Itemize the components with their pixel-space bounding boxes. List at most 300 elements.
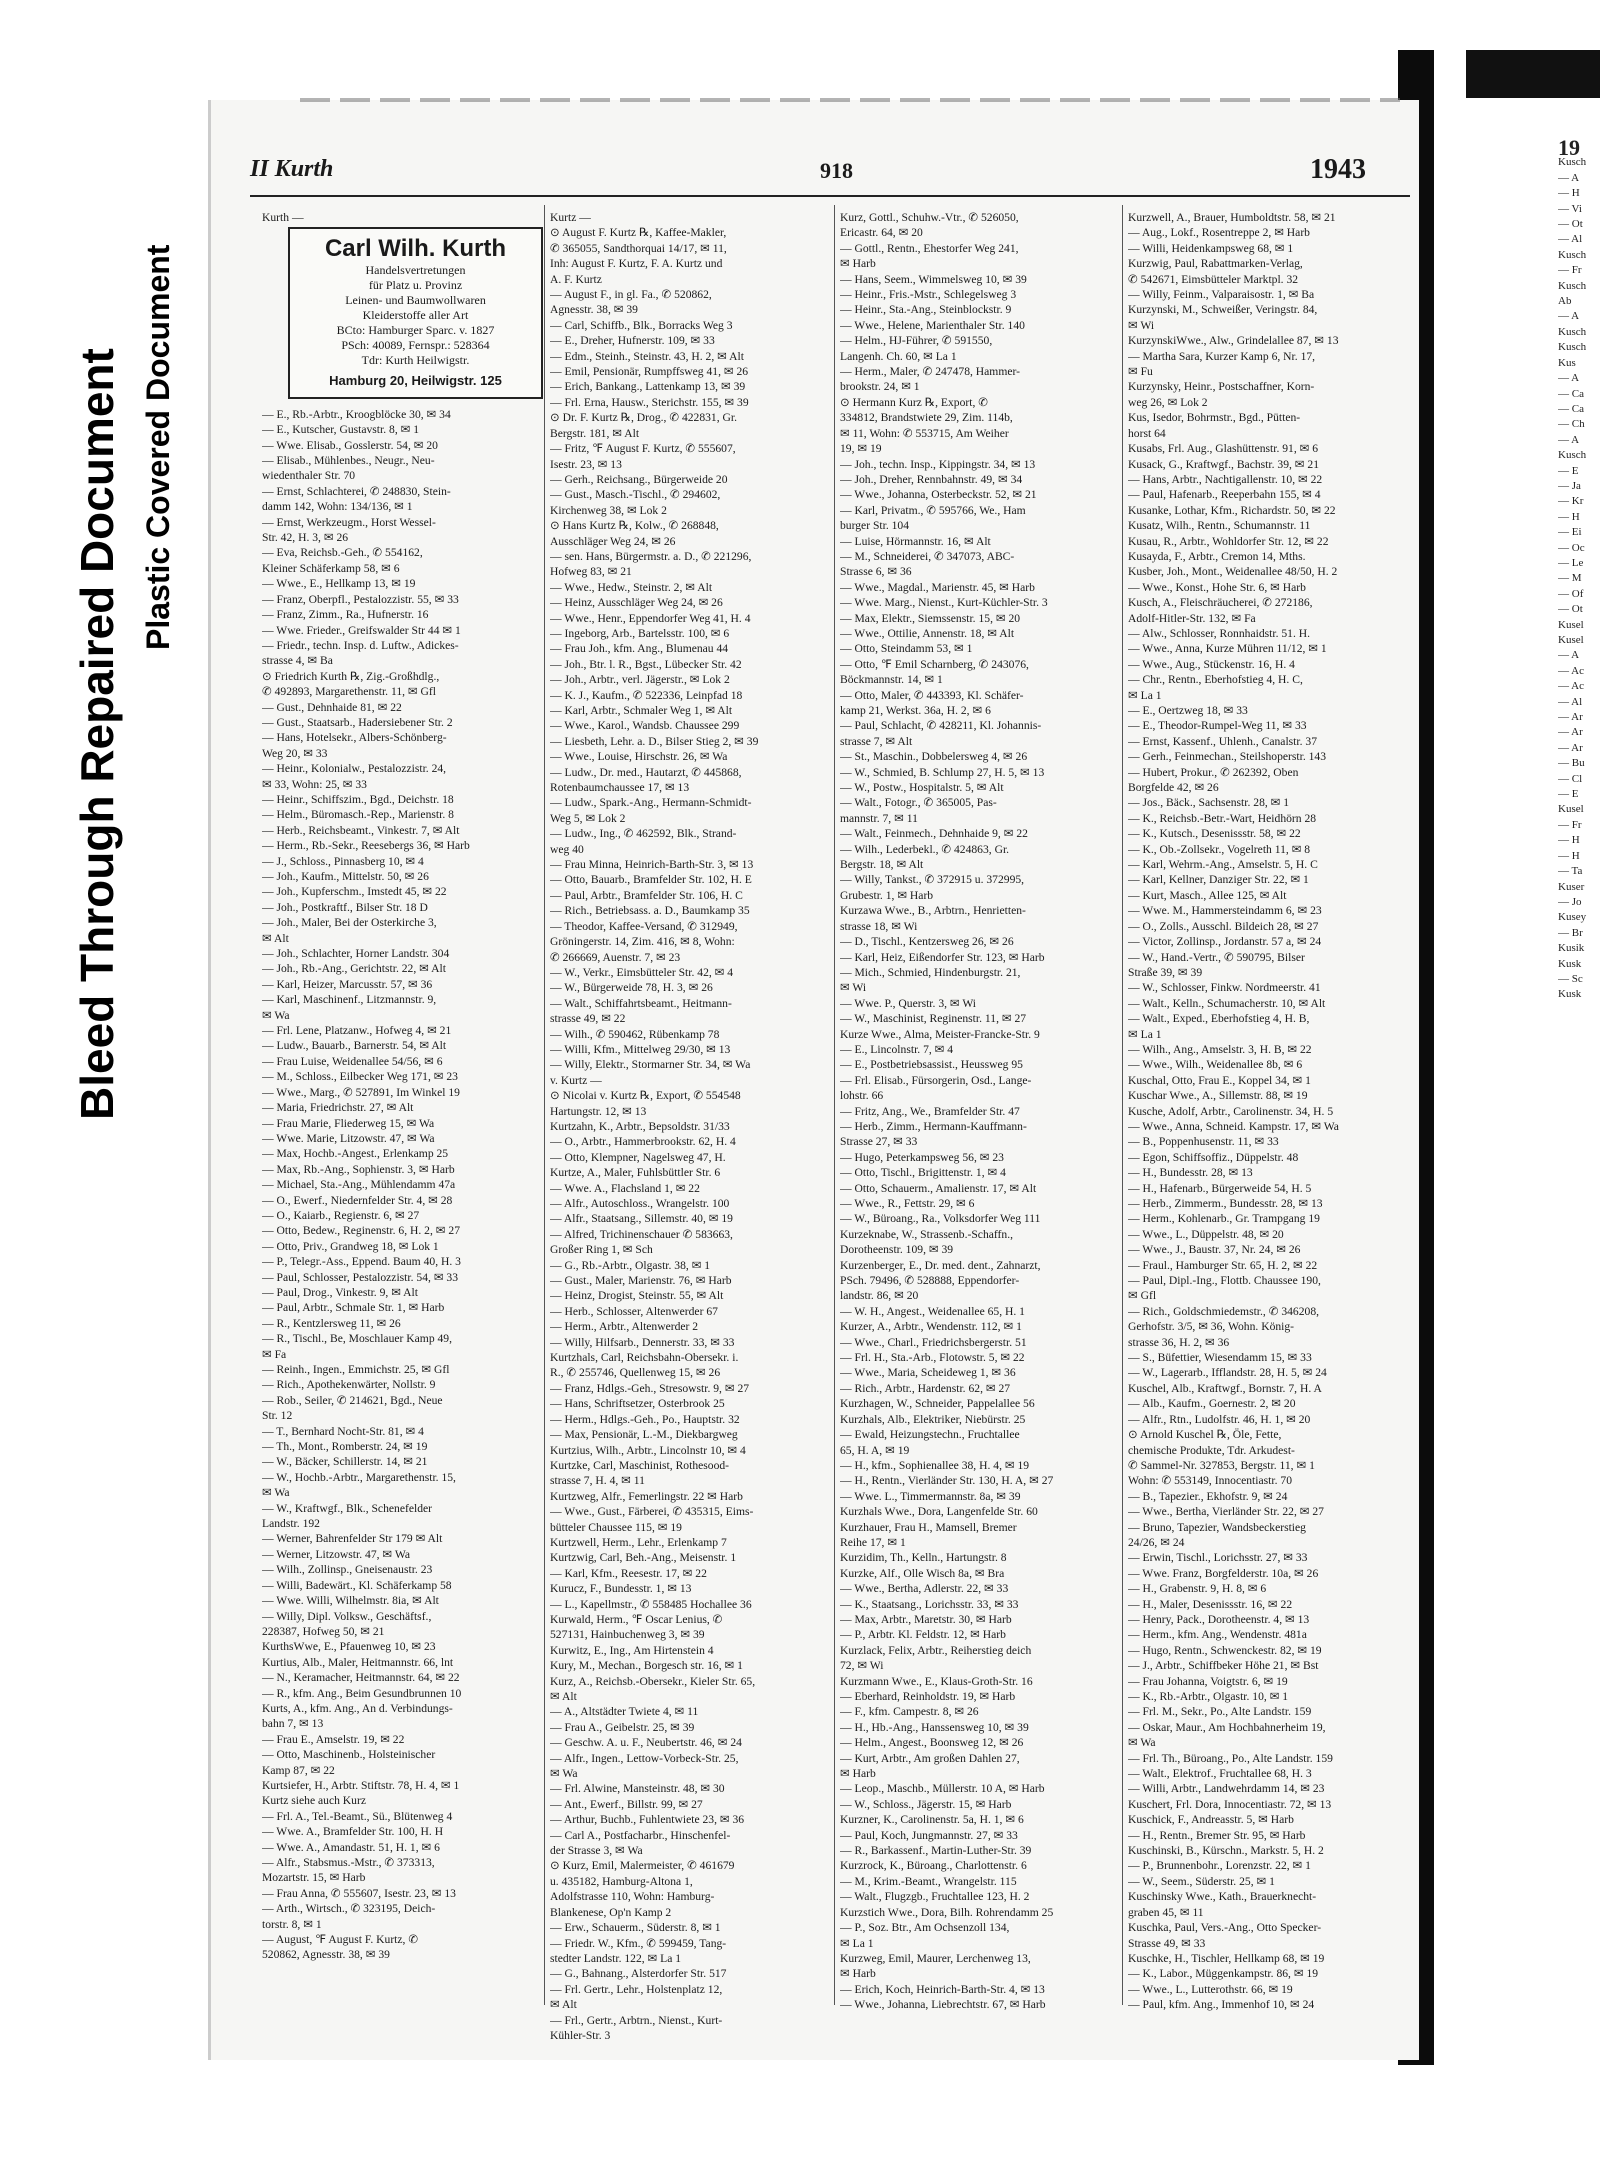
directory-entry-line: — E., Oertzweg 18, ✉ 33: [1128, 704, 1248, 717]
directory-entry-line: — Hugo, Rentn., Schwenckestr. 82, ✉ 19: [1128, 1643, 1322, 1657]
directory-entry-line: — Le: [1558, 556, 1584, 569]
ad-line: für Platz u. Provinz: [368, 278, 463, 293]
directory-entry-line: Kurz, Gottl., Schuhw.-Vtr., ✆ 526050,: [840, 211, 1019, 224]
directory-entry-line: Rotenbaumchaussee 17, ✉ 13: [550, 781, 690, 795]
directory-entry-line: — Egon, Schiffsoffiz., Düppelstr. 48: [1128, 1150, 1299, 1164]
directory-entry-line: Wohn: ✆ 553149, Innocentiastr. 70: [1128, 1474, 1292, 1488]
directory-entry-line: — Edm., Steinh., Steinstr. 43, H. 2, ✉ Alt: [550, 349, 744, 363]
directory-entry-line: — Otto, Tischl., Brigittenstr. 1, ✉ 4: [840, 1166, 1006, 1180]
directory-entry-line: torstr. 8, ✉ 1: [262, 1917, 322, 1931]
directory-entry-line: — Frl., Gertr., Arbtrn., Nienst., Kurt-: [550, 2013, 723, 2027]
directory-entry-line: — W., Verkr., Eimsbütteler Str. 42, ✉ 4: [550, 965, 734, 979]
directory-entry-line: PSch. 79496, ✆ 528888, Eppendorfer-: [840, 1274, 1020, 1288]
directory-entry-line: — Herm., Hdlgs.-Geh., Po., Hauptstr. 32: [550, 1412, 740, 1426]
directory-entry-line: — Otto, Maler, ✆ 443393, Kl. Schäfer-: [840, 688, 1024, 702]
directory-entry-line: — Franz, Zimm., Ra., Hufnerstr. 16: [262, 608, 429, 622]
directory-entry-line: bahn 7, ✉ 13: [262, 1717, 324, 1731]
directory-entry-line: — Ot: [1558, 218, 1583, 231]
directory-entry-line: — Friedr. W., Kfm., ✆ 599459, Tang-: [550, 1936, 727, 1950]
directory-entry-line: Kurtzhals, Carl, Reichsbahn-Obersekr. i.: [550, 1351, 739, 1365]
directory-entry-line: Ericastr. 64, ✉ 20: [840, 226, 923, 240]
directory-entry-line: Kurwitz, E., Ing., Am Hirtenstein 4: [550, 1643, 714, 1657]
directory-entry-line: KurzynskiWwe., Alw., Grindelallee 87, ✉ 13: [1128, 334, 1339, 348]
directory-entry-line: — W., Seem., Süderstr. 25, ✉ 1: [1128, 1874, 1275, 1888]
directory-entry-line: Kurzynsky, Heinr., Postschaffner, Korn-: [1128, 380, 1315, 394]
directory-entry-line: — Karl, Heizer, Marcusstr. 57, ✉ 36: [262, 977, 433, 991]
directory-entry-line: — Herm., Arbtr., Altenwerder 2: [550, 1320, 699, 1334]
directory-entry-line: — R., kfm. Ang., Beim Gesundbrunnen 10: [262, 1686, 462, 1700]
column-head: Kurth —: [262, 211, 304, 224]
directory-entry-line: strasse 7, ✉ Alt: [840, 734, 913, 748]
directory-entry-line: — Alw., Schlosser, Ronnhaidstr. 51. H.: [1128, 626, 1311, 640]
directory-entry-line: — K., Ob.-Zollsekr., Vogelreth 11, ✉ 8: [1128, 842, 1311, 856]
directory-entry-line: 334812, Brandstwiete 29, Zim. 114b,: [840, 411, 1013, 425]
directory-entry-line: — H., Rentn., Vierländer Str. 130, H. A, ✉ 27: [840, 1474, 1054, 1488]
directory-entry-line: Kuschar Wwe., A., Sillemstr. 88, ✉ 19: [1128, 1089, 1308, 1103]
entry-list: [262, 407, 547, 1963]
directory-entry-line: — Eva, Reichsb.-Geh., ✆ 554162,: [262, 546, 423, 560]
directory-entry-line: — Heinr., Sta.-Ang., Steinblockstr. 9: [840, 303, 1012, 317]
directory-entry-line: — Helm., Büromasch.-Rep., Marienstr. 8: [262, 808, 454, 822]
directory-entry-line: — Liesbeth, Lehr. a. D., Bilser Stieg 2, ✉ 39: [550, 734, 759, 748]
directory-entry-line: — K., Labor., Müggenkampstr. 86, ✉ 19: [1128, 1967, 1319, 1981]
directory-entry-line: — Wwe. A., Flachsland 1, ✉ 22: [550, 1181, 700, 1195]
directory-entry-line: — Martha Sara, Kurzer Kamp 6, Nr. 17,: [1128, 349, 1316, 363]
directory-entry-line: — Joh., Dreher, Rennbahnstr. 49, ✉ 34: [840, 472, 1023, 486]
directory-entry-line: — Friedr., techn. Insp. d. Luftw., Adickes-: [262, 638, 459, 652]
directory-entry-line: Kuschel, Alb., Kraftwgf., Bornstr. 7, H. A: [1128, 1381, 1322, 1395]
directory-entry-line: — Ac: [1558, 680, 1584, 693]
directory-entry-line: Agnesstr. 38, ✉ 39: [550, 303, 638, 317]
directory-entry-line: — Paul, Arbtr., Schmale Str. 1, ✉ Harb: [262, 1301, 445, 1315]
directory-entry-line: — Otto, Bedew., Reginenstr. 6, H. 2, ✉ 27: [262, 1224, 460, 1238]
directory-entry-line: — Otto, Maschinenb., Holsteinischer: [262, 1748, 436, 1762]
directory-entry-line: — H., Hafenarb., Bürgerweide 54, H. 5: [1128, 1181, 1312, 1195]
directory-entry-line: — Walt., Kelln., Schumacherstr. 10, ✉ Alt: [1128, 996, 1326, 1010]
directory-entry-line: bütteler Chaussee 115, ✉ 19: [550, 1520, 682, 1534]
directory-entry-line: — Ant., Ewerf., Billstr. 99, ✉ 27: [550, 1797, 703, 1811]
directory-entry-line: — E., Dreher, Hufnerstr. 109, ✉ 33: [550, 334, 715, 348]
directory-entry-line: — Alb., Kaufm., Goernestr. 2, ✉ 20: [1128, 1397, 1296, 1411]
directory-entry-line: Kusch: [1558, 156, 1587, 169]
directory-entry-line: — J., Schloss., Pinnasberg 10, ✉ 4: [262, 854, 424, 868]
directory-entry-line: — Wwe., Anna, Schneid. Kampstr. 17, ✉ Wa: [1128, 1119, 1339, 1133]
directory-entry-line: Kuschinsky Wwe., Kath., Brauerknecht-: [1128, 1890, 1317, 1904]
directory-entry-line: — Wilh., ✆ 590462, Rübenkamp 78: [550, 1027, 720, 1041]
directory-entry-line: — Herm., Rb.-Sekr., Reesebergs 36, ✉ Harb: [262, 839, 470, 853]
directory-entry-line: — Alfr., Rtn., Ludolfstr. 46, H. 1, ✉ 20: [1128, 1412, 1311, 1426]
directory-entry-line: burger Str. 104: [840, 519, 910, 533]
directory-entry-line: — Frau E., Amselstr. 19, ✉ 22: [262, 1732, 405, 1746]
directory-entry-line: — P., Soz. Btr., Am Ochsenzoll 134,: [840, 1921, 1010, 1935]
directory-entry-line: Weg 20, ✉ 33: [262, 746, 328, 760]
directory-entry-line: — Willy, Hilfsarb., Dennerstr. 33, ✉ 33: [550, 1335, 735, 1349]
directory-entry-line: — Erich, Koch, Heinrich-Barth-Str. 4, ✉ 13: [840, 1982, 1045, 1996]
directory-entry-line: — Frau Marie, Fliederweg 15, ✉ Wa: [262, 1116, 435, 1130]
directory-entry-line: — Joh., Btr. l. R., Bgst., Lübecker Str. 42: [550, 657, 742, 671]
directory-entry-line: — Ta: [1558, 865, 1583, 878]
directory-entry-line: — Joh., Arbtr., verl. Jägerstr., ✉ Lok 2: [550, 673, 730, 687]
directory-entry-line: — O., Kaiarb., Regienstr. 6, ✉ 27: [262, 1208, 420, 1222]
directory-entry-line: — W., Kraftwgf., Blk., Schenefelder: [262, 1501, 432, 1515]
directory-entry-line: Kurzstich Wwe., Dora, Bilh. Rohrendamm 25: [840, 1905, 1054, 1919]
directory-entry-line: — Joh., Maler, Bei der Osterkirche 3,: [262, 916, 437, 930]
directory-entry-line: — Alfred, Trichinenschauer ✆ 583663,: [550, 1227, 733, 1241]
directory-entry-line: — Wwe., E., Hellkamp 13, ✉ 19: [262, 577, 416, 591]
directory-entry-line: — Wwe. Franz, Borgfelderstr. 10a, ✉ 26: [1128, 1566, 1319, 1580]
directory-entry-line: — Aug., Lokf., Rosentreppe 2, ✉ Harb: [1128, 226, 1310, 240]
directory-entry-line: Kusch: [1558, 279, 1587, 292]
directory-entry-line: Kusau, R., Arbtr., Wohldorfer Str. 12, ✉ 22: [1128, 534, 1329, 548]
directory-entry-line: — O., Zolls., Ausschl. Bildeich 28, ✉ 27: [1128, 919, 1319, 933]
directory-entry-line: — Wwe. Marie, Litzowstr. 47, ✉ Wa: [262, 1131, 435, 1145]
directory-entry-line: — R., Tischl., Be, Moschlauer Kamp 49,: [262, 1332, 453, 1346]
directory-entry-line: ✉ Wa: [550, 1767, 578, 1781]
directory-entry-line: Kurtzke, Carl, Maschinist, Rothesood-: [550, 1458, 730, 1472]
directory-entry-line: Blankenese, Op'n Kamp 2: [550, 1905, 672, 1919]
directory-entry-line: Kurzawa Wwe., B., Arbtrn., Henrietten-: [840, 904, 1026, 918]
directory-entry-line: — Gust., Staatsarb., Hadersiebener Str. 2: [262, 715, 453, 729]
directory-entry-line: — W., Postw., Hospitalstr. 5, ✉ Alt: [840, 781, 1004, 795]
directory-entry-line: Kleiner Schäferkamp 58, ✉ 6: [262, 561, 400, 575]
bleed-through-label: Bleed Through Repaired Document: [71, 348, 123, 1120]
directory-entry-line: Dorotheenstr. 109, ✉ 39: [840, 1243, 954, 1257]
directory-entry-line: — W., Büroang., Ra., Volksdorfer Weg 111: [840, 1212, 1041, 1226]
column-1: [262, 210, 547, 1963]
directory-entry-line: — Franz, Oberpfl., Pestalozzistr. 55, ✉ 33: [262, 592, 459, 606]
directory-entry-line: — Fr: [1558, 264, 1582, 277]
directory-entry-line: — Alfr., Autoschloss., Wrangelstr. 100: [550, 1197, 730, 1210]
directory-entry-line: — Herb., Zimmerm., Bundesstr. 28, ✉ 13: [1128, 1197, 1323, 1210]
directory-entry-line: — A: [1558, 310, 1580, 323]
directory-entry-line: — W., Lagerarb., Ifflandstr. 28, H. 5, ✉ 24: [1128, 1366, 1327, 1380]
directory-entry-line: — Wwe. Frieder., Greifswalder Str 44 ✉ 1: [262, 623, 461, 637]
directory-entry-line: — Geschw. A. u. F., Neubertstr. 46, ✉ 24: [550, 1736, 742, 1750]
directory-entry-line: ✉ Alt: [550, 1998, 577, 2012]
directory-entry-line: — Rich., Betriebsass. a. D., Baumkamp 35: [550, 904, 750, 918]
directory-entry-line: — Willy, Dipl. Volksw., Geschäftsf.,: [262, 1609, 432, 1623]
directory-entry-line: — K., Rb.-Arbtr., Olgastr. 10, ✉ 1: [1128, 1690, 1289, 1703]
directory-entry-line: — Wwe., Henr., Eppendorfer Weg 41, H. 4: [550, 611, 751, 625]
directory-entry-line: — Herm., Maler, ✆ 247478, Hammer-: [840, 365, 1020, 379]
directory-entry-line: Kamp 87, ✉ 22: [262, 1763, 335, 1777]
directory-entry-line: — H: [1558, 187, 1580, 200]
directory-entry-line: — Gust., Dehnhaide 81, ✉ 22: [262, 700, 402, 714]
directory-entry-line: — Helm., Angest., Boonsweg 12, ✉ 26: [840, 1736, 1024, 1750]
year-label: 1943: [1310, 154, 1366, 185]
directory-entry-line: Großer Ring 1, ✉ Sch: [550, 1243, 653, 1257]
directory-entry-line: Kurwald, Herm., ℉ Oscar Lenius, ✆: [550, 1612, 723, 1626]
directory-entry-line: — H., kfm., Sophienallee 38, H. 4, ✉ 19: [840, 1458, 1030, 1472]
directory-entry-line: — Theodor, Kaffee-Versand, ✆ 312949,: [550, 919, 738, 933]
directory-entry-line: — Eberhard, Reinholdstr. 19, ✉ Harb: [840, 1690, 1016, 1703]
directory-entry-line: — M., Schloss., Eilbecker Weg 171, ✉ 23: [262, 1070, 458, 1084]
directory-entry-line: Straße 39, ✉ 39: [1128, 965, 1203, 979]
ad-line: BCto: Hamburger Sparc. v. 1827: [336, 323, 495, 338]
directory-entry-line: — Oc: [1558, 541, 1585, 554]
directory-entry-line: — Wwe. M., Hammersteindamm 6, ✉ 23: [1128, 904, 1322, 918]
directory-entry-line: — Bruno, Tapezier, Wandsbeckerstieg: [1128, 1520, 1306, 1534]
directory-entry-line: — K., Kutsch., Desenissstr. 58, ✉ 22: [1128, 827, 1301, 841]
directory-entry-line: — Otto, Priv., Grandweg 18, ✉ Lok 1: [262, 1239, 439, 1253]
directory-entry-line: strasse 36, H. 2, ✉ 36: [1128, 1335, 1230, 1349]
directory-entry-line: — Otto, Steindamm 53, ✉ 1: [840, 642, 973, 656]
directory-entry-line: mannstr. 7, ✉ 11: [840, 811, 918, 825]
directory-entry-line: ✉ Harb: [840, 1767, 876, 1781]
directory-entry-line: Kusch: [1558, 325, 1587, 338]
directory-entry-line: Kurzrock, K., Büroang., Charlottenstr. 6: [840, 1859, 1027, 1873]
directory-entry-line: Kurzweg, Emil, Maurer, Lerchenweg 13,: [840, 1951, 1031, 1965]
directory-entry-line: — W., Bäcker, Schillerstr. 14, ✉ 21: [262, 1455, 428, 1469]
directory-entry-line: — Frau Luise, Weidenallee 54/56, ✉ 6: [262, 1054, 443, 1068]
directory-entry-line: ⊙ Friedrich Kurth ℞, Zig.-Großhdlg.,: [262, 669, 440, 683]
directory-entry-line: 19, ✉ 19: [840, 442, 882, 456]
directory-entry-line: — Werner, Bahrenfelder Str 179 ✉ Alt: [262, 1532, 443, 1546]
directory-entry-line: — Wwe. A., Amandastr. 51, H. 1, ✉ 6: [262, 1840, 440, 1854]
directory-entry-line: — Heinz, Drogist, Steinstr. 55, ✉ Alt: [550, 1289, 724, 1303]
directory-entry-line: — Paul, Hafenarb., Reeperbahn 155, ✉ 4: [1128, 488, 1321, 502]
directory-entry-line: ✉ Fu: [1128, 365, 1153, 379]
directory-entry-line: Kurzidim, Th., Kelln., Hartungstr. 8: [840, 1551, 1007, 1565]
directory-entry-line: Kusch: [1558, 449, 1587, 462]
directory-entry-line: Kuschal, Otto, Frau E., Koppel 34, ✉ 1: [1128, 1073, 1311, 1087]
page-header: [250, 150, 1410, 190]
directory-entry-line: — Herm., Kohlenarb., Gr. Trampgang 19: [1128, 1212, 1320, 1226]
directory-entry-line: — Frau Johanna, Voigtstr. 6, ✉ 19: [1128, 1674, 1288, 1688]
directory-entry-line: — H., Bundesstr. 28, ✉ 13: [1128, 1166, 1253, 1180]
directory-entry-line: kamp 21, Werkst. 36a, H. 2, ✉ 6: [840, 704, 991, 717]
directory-entry-line: — Otto, Klempner, Nagelsweg 47, H.: [550, 1150, 726, 1164]
directory-entry-line: — P., Telegr.-Ass., Eppend. Baum 40, H. 3: [262, 1255, 461, 1269]
directory-entry-line: weg 40: [550, 842, 584, 856]
directory-entry-line: — Wwe., L., Düppelstr. 48, ✉ 20: [1128, 1227, 1284, 1241]
directory-entry-line: Kuschinski, B., Kürschn., Markstr. 5, H. 2: [1128, 1844, 1324, 1858]
directory-entry-line: 520862, Agnesstr. 38, ✉ 39: [262, 1948, 390, 1962]
directory-entry-line: — Kurt, Arbtr., Am großen Dahlen 27,: [840, 1751, 1020, 1765]
directory-entry-line: — Br: [1558, 926, 1583, 939]
directory-entry-line: horst 64: [1128, 426, 1166, 440]
directory-entry-line: — G., Rb.-Arbtr., Olgastr. 38, ✉ 1: [550, 1258, 711, 1272]
directory-entry-line: ✆ Sammel-Nr. 327853, Bergstr. 11, ✉ 1: [1128, 1458, 1315, 1472]
directory-entry-line: strasse 4, ✉ Ba: [262, 654, 333, 668]
directory-entry-line: — Ludw., Spark.-Ang., Hermann-Schmidt-: [550, 796, 752, 810]
directory-entry-line: Kurts, A., kfm. Ang., An d. Verbindungs-: [262, 1701, 453, 1715]
directory-entry-line: Kurzeknabe, W., Strassenb.-Schaffn.,: [840, 1227, 1014, 1241]
directory-entry-line: Kurzer, A., Arbtr., Wendenstr. 112, ✉ 1: [840, 1320, 1022, 1334]
directory-entry-line: — Joh., Rb.-Ang., Gerichtstr. 22, ✉ Alt: [262, 962, 446, 976]
scan-corner-shadow: [1466, 50, 1600, 98]
directory-entry-line: — S., Büfettier, Wiesendamm 15, ✉ 33: [1128, 1351, 1312, 1365]
directory-entry-line: — A., Altstädter Twiete 4, ✉ 11: [550, 1705, 699, 1719]
directory-entry-line: — Erich, Bankang., Lattenkamp 13, ✉ 39: [550, 380, 746, 394]
directory-entry-line: Kusber, Joh., Mont., Weidenallee 48/50, H. 2: [1128, 565, 1338, 579]
directory-entry-line: — Hubert, Prokur., ✆ 262392, Oben: [1128, 765, 1299, 779]
directory-entry-line: Adolfstrasse 110, Wohn: Hamburg-: [550, 1890, 715, 1904]
directory-entry-line: — Karl, Arbtr., Schmaler Weg 1, ✉ Alt: [550, 704, 733, 717]
directory-entry-line: Kurzke, Alf., Olle Wisch 8a, ✉ Bra: [840, 1566, 1005, 1580]
directory-entry-line: — Ei: [1558, 526, 1582, 539]
directory-entry-line: — Wwe., R., Fettstr. 29, ✉ 6: [840, 1197, 975, 1210]
directory-entry-line: — Ca: [1558, 387, 1584, 400]
scan-top-margin: [0, 0, 1600, 46]
directory-entry-line: KurthsWwe, E., Pfauenweg 10, ✉ 23: [262, 1640, 436, 1654]
directory-entry-line: damm 142, Wohn: 134/136, ✉ 1: [262, 500, 413, 514]
header-rule: [250, 195, 1410, 197]
directory-entry-line: — Frl. M., Sekr., Po., Alte Landstr. 159: [1128, 1705, 1312, 1719]
directory-entry-line: ✉ Wa: [262, 1486, 290, 1500]
directory-entry-line: Kusey: [1558, 911, 1587, 924]
directory-entry-line: — H., Maler, Desenissstr. 16, ✉ 22: [1128, 1597, 1293, 1611]
directory-entry-line: — Sc: [1558, 972, 1583, 985]
directory-entry-line: — Ja: [1558, 479, 1581, 492]
directory-entry-line: ⊙ Kurz, Emil, Malermeister, ✆ 461679: [550, 1859, 735, 1873]
directory-entry-line: Strasse 6, ✉ 36: [840, 565, 912, 579]
directory-entry-line: — Jo: [1558, 895, 1582, 908]
directory-entry-line: Adolf-Hitler-Str. 132, ✉ Fa: [1128, 611, 1256, 625]
directory-entry-line: — Wwe. Marg., Nienst., Kurt-Küchler-Str. 3: [840, 596, 1048, 610]
directory-entry-line: — W. H., Angest., Weidenallee 65, H. 1: [840, 1304, 1025, 1318]
directory-entry-line: ✉ Wi: [840, 981, 867, 995]
directory-entry-line: ✉ La 1: [840, 1936, 874, 1950]
directory-entry-line: — E., Lincolnstr. 7, ✉ 4: [840, 1042, 954, 1056]
directory-entry-line: — Max, Rb.-Ang., Sophienstr. 3, ✉ Harb: [262, 1162, 455, 1176]
directory-entry-line: — Max, Pensionär, L.-M., Diekbargweg: [550, 1428, 738, 1442]
directory-entry-line: lohstr. 66: [840, 1089, 884, 1103]
directory-entry-line: Hofweg 83, ✉ 21: [550, 565, 632, 579]
directory-entry-line: ✉ Alt: [262, 931, 289, 945]
directory-entry-line: — Frl. Erna, Hausw., Sterichstr. 155, ✉ 39: [550, 395, 749, 409]
directory-entry-line: — Fraul., Hamburger Str. 65, H. 2, ✉ 22: [1128, 1258, 1318, 1272]
directory-entry-line: — Rich., Apothekenwärter, Nollstr. 9: [262, 1378, 436, 1392]
directory-entry-line: Kusch: [1558, 248, 1587, 261]
directory-entry-line: stedter Landstr. 122, ✉ La 1: [550, 1951, 682, 1965]
directory-entry-line: Kurtsiefer, H., Arbtr. Stiftstr. 78, H. 4, ✉ 1: [262, 1778, 460, 1792]
directory-entry-line: Kuschke, H., Tischler, Hellkamp 68, ✉ 19: [1128, 1951, 1325, 1965]
directory-entry-line: Kurzwig, Paul, Rabattmarken-Verlag,: [1128, 257, 1303, 271]
directory-entry-line: — Carl, Schiffb., Blk., Borracks Weg 3: [550, 318, 733, 332]
directory-entry-line: — T., Bernhard Nocht-Str. 81, ✉ 4: [262, 1424, 424, 1438]
directory-entry-line: — Herb., Zimm., Hermann-Kauffmann-: [840, 1119, 1027, 1133]
directory-entry-line: — Frl. A., Tel.-Beamt., Sü., Blütenweg 4: [262, 1809, 453, 1823]
directory-entry-line: — H., Grabenstr. 9, H. 8, ✉ 6: [1128, 1582, 1267, 1596]
directory-entry-line: — Heinr., Kolonialw., Pestalozzistr. 24,: [262, 762, 447, 776]
directory-entry-line: Kurtzius, Wilh., Arbtr., Lincolnstr 10, ✉ 4: [550, 1443, 746, 1457]
directory-entry-line: — E: [1558, 464, 1579, 477]
directory-entry-line: — Otto, Schauerm., Amalienstr. 17, ✉ Alt: [840, 1181, 1037, 1195]
directory-entry-line: — Paul, Arbtr., Bramfelder Str. 106, H. C: [550, 888, 743, 902]
directory-entry-line: Kurzmann Wwe., E., Klaus-Groth-Str. 16: [840, 1674, 1033, 1688]
directory-entry-line: Str. 42, H. 3, ✉ 26: [262, 531, 349, 545]
directory-entry-line: 24/26, ✉ 24: [1128, 1535, 1185, 1549]
directory-entry-line: — Frl. Gertr., Lehr., Holstenplatz 12,: [550, 1982, 723, 1996]
directory-entry-line: — Hans, Hotelsekr., Albers-Schönberg-: [262, 731, 447, 745]
directory-entry-line: — Karl, Privatm., ✆ 595766, We., Ham: [840, 503, 1026, 517]
directory-entry-line: — Walt., Exped., Eberhofstieg 4, H. B,: [1128, 1012, 1310, 1026]
directory-entry-line: — N., Keramacher, Heitmannstr. 64, ✉ 22: [262, 1671, 460, 1685]
directory-entry-line: Kuschert, Frl. Dora, Innocentiastr. 72, ✉ 13: [1128, 1797, 1332, 1811]
directory-entry-line: — Rob., Seiler, ✆ 214621, Bgd., Neue: [262, 1393, 443, 1407]
directory-entry-line: — Frau Minna, Heinrich-Barth-Str. 3, ✉ 13: [550, 858, 754, 872]
directory-entry-line: ✉ Wa: [1128, 1736, 1156, 1750]
directory-entry-line: Hartungstr. 12, ✉ 13: [550, 1104, 647, 1118]
directory-entry-line: Kusk: [1558, 988, 1582, 1001]
directory-entry-line: Gröningerstr. 14, Zim. 416, ✉ 8, Wohn:: [550, 935, 735, 949]
directory-entry-line: Kühler-Str. 3: [550, 2028, 611, 2042]
directory-entry-line: — Wwe., Karol., Wandsb. Chaussee 299: [550, 719, 740, 733]
directory-entry-line: Kusik: [1558, 942, 1585, 955]
directory-entry-line: — Walt., Flugzgb., Fruchtallee 123, H. 2: [840, 1890, 1030, 1904]
directory-entry-line: Weg 5, ✉ Lok 2: [550, 811, 626, 825]
directory-entry-line: Kurtz siehe auch Kurz: [262, 1794, 366, 1808]
ad-line: PSch: 40089, Fernspr.: 528364: [341, 338, 490, 353]
directory-entry-line: Kusatz, Wilh., Rentn., Schumannstr. 11: [1128, 519, 1311, 533]
directory-entry-line: v. Kurtz —: [550, 1073, 602, 1087]
directory-entry-line: ✉ Harb: [840, 257, 876, 271]
directory-entry-line: Kurzhals Wwe., Dora, Langenfelde Str. 60: [840, 1505, 1038, 1519]
directory-entry-line: — Wwe., Magdal., Marienstr. 45, ✉ Harb: [840, 580, 1035, 594]
directory-entry-line: — Ot: [1558, 603, 1583, 616]
next-page-fragments: [1558, 155, 1600, 1002]
directory-entry-line: — P., Arbtr. Kl. Feldstr. 12, ✉ Harb: [840, 1628, 1006, 1642]
directory-entry-line: — Joh., Postkraftf., Bilser Str. 18 D: [262, 900, 428, 914]
directory-entry-line: — Wwe., Johanna, Liebrechtstr. 67, ✉ Harb: [840, 1998, 1046, 2012]
directory-entry-line: Kus, Isedor, Bohrmstr., Bgd., Pütten-: [1128, 411, 1301, 425]
directory-entry-line: Kurzynski, M., Schweißer, Veringstr. 84,: [1128, 303, 1318, 317]
directory-entry-line: — R., Kentzlersweg 11, ✉ 26: [262, 1316, 401, 1330]
directory-entry-line: — Paul, Dipl.-Ing., Flottb. Chaussee 190,: [1128, 1274, 1321, 1288]
directory-entry-line: — Al: [1558, 695, 1583, 708]
directory-entry-line: — R., Barkassenf., Martin-Luther-Str. 39: [840, 1844, 1032, 1858]
directory-entry-line: — Elisab., Mühlenbes., Neugr., Neu-: [262, 454, 435, 468]
directory-entry-line: Strasse 27, ✉ 33: [840, 1135, 918, 1149]
directory-entry-line: — Frl. Alwine, Mansteinstr. 48, ✉ 30: [550, 1782, 725, 1796]
directory-entry-line: — Alfr., Staatsang., Sillemstr. 40, ✉ 19: [550, 1212, 733, 1226]
directory-entry-line: 527131, Hainbuchenweg 3, ✉ 39: [550, 1628, 705, 1642]
directory-entry-line: — Paul, Koch, Jungmannstr. 27, ✉ 33: [840, 1828, 1018, 1842]
directory-entry-line: — M., Krim.-Beamt., Wrangelstr. 115: [840, 1874, 1017, 1888]
directory-entry-line: — Vi: [1558, 202, 1582, 215]
directory-entry-line: — sen. Hans, Bürgermstr. a. D., ✆ 221296,: [550, 549, 752, 563]
directory-entry-line: 228387, Hofweg 50, ✉ 21: [262, 1624, 385, 1638]
directory-entry-line: ⊙ Hermann Kurz ℞, Export, ✆: [840, 395, 988, 409]
directory-entry-line: — Frl. Lene, Platzanw., Hofweg 4, ✉ 21: [262, 1024, 452, 1038]
directory-entry-line: — Frau A., Geibelstr. 25, ✉ 39: [550, 1720, 695, 1734]
directory-entry-line: — O., Ewerf., Niedernfelder Str. 4, ✉ 28: [262, 1193, 453, 1207]
directory-entry-line: — Arth., Wirtsch., ✆ 323195, Deich-: [262, 1902, 436, 1916]
directory-entry-line: — August, ℉ August F. Kurtz, ✆: [262, 1933, 419, 1947]
directory-entry-line: Gerhofstr. 3/5, ✉ 36, Wohn. König-: [1128, 1320, 1295, 1334]
directory-entry-line: — Rich., Goldschmiedemstr., ✆ 346208,: [1128, 1304, 1320, 1318]
directory-entry-line: — Joh., Schlachter, Horner Landstr. 304: [262, 947, 450, 961]
directory-entry-line: chemische Produkte, Tdr. Arkudest-: [1128, 1443, 1295, 1457]
directory-entry-line: Kurtz —: [550, 211, 591, 224]
directory-entry-line: — Oskar, Maur., Am Hochbahnerheim 19,: [1128, 1720, 1326, 1734]
directory-entry-line: — Victor, Zollinsp., Jordanstr. 57 a, ✉ 24: [1128, 935, 1322, 949]
next-page-edge: [1558, 140, 1600, 2040]
directory-entry-line: ✉ Gfl: [1128, 1289, 1157, 1303]
directory-entry-line: — F., kfm. Campestr. 8, ✉ 26: [840, 1705, 979, 1719]
entry-list: [840, 210, 1125, 2013]
directory-entry-line: — Henry, Pack., Dorotheenstr. 4, ✉ 13: [1128, 1612, 1310, 1626]
directory-entry-line: — Max, Elektr., Siemssenstr. 15, ✉ 20: [840, 611, 1021, 625]
ad-address: Hamburg 20, Heilwigstr. 125: [329, 373, 502, 389]
directory-entry-line: strasse 18, ✉ Wi: [840, 919, 918, 933]
directory-entry-line: — Wwe., Johanna, Osterbeckstr. 52, ✉ 21: [840, 488, 1037, 502]
directory-entry-line: — W., Hochb.-Arbtr., Margarethenstr. 15,: [262, 1470, 456, 1484]
directory-entry-line: — Max, Arbtr., Maretstr. 30, ✉ Harb: [840, 1612, 1012, 1626]
directory-entry-line: — Max, Hochb.-Angest., Erlenkamp 25: [262, 1147, 449, 1161]
ad-line: Kleiderstoffe aller Art: [362, 308, 469, 323]
